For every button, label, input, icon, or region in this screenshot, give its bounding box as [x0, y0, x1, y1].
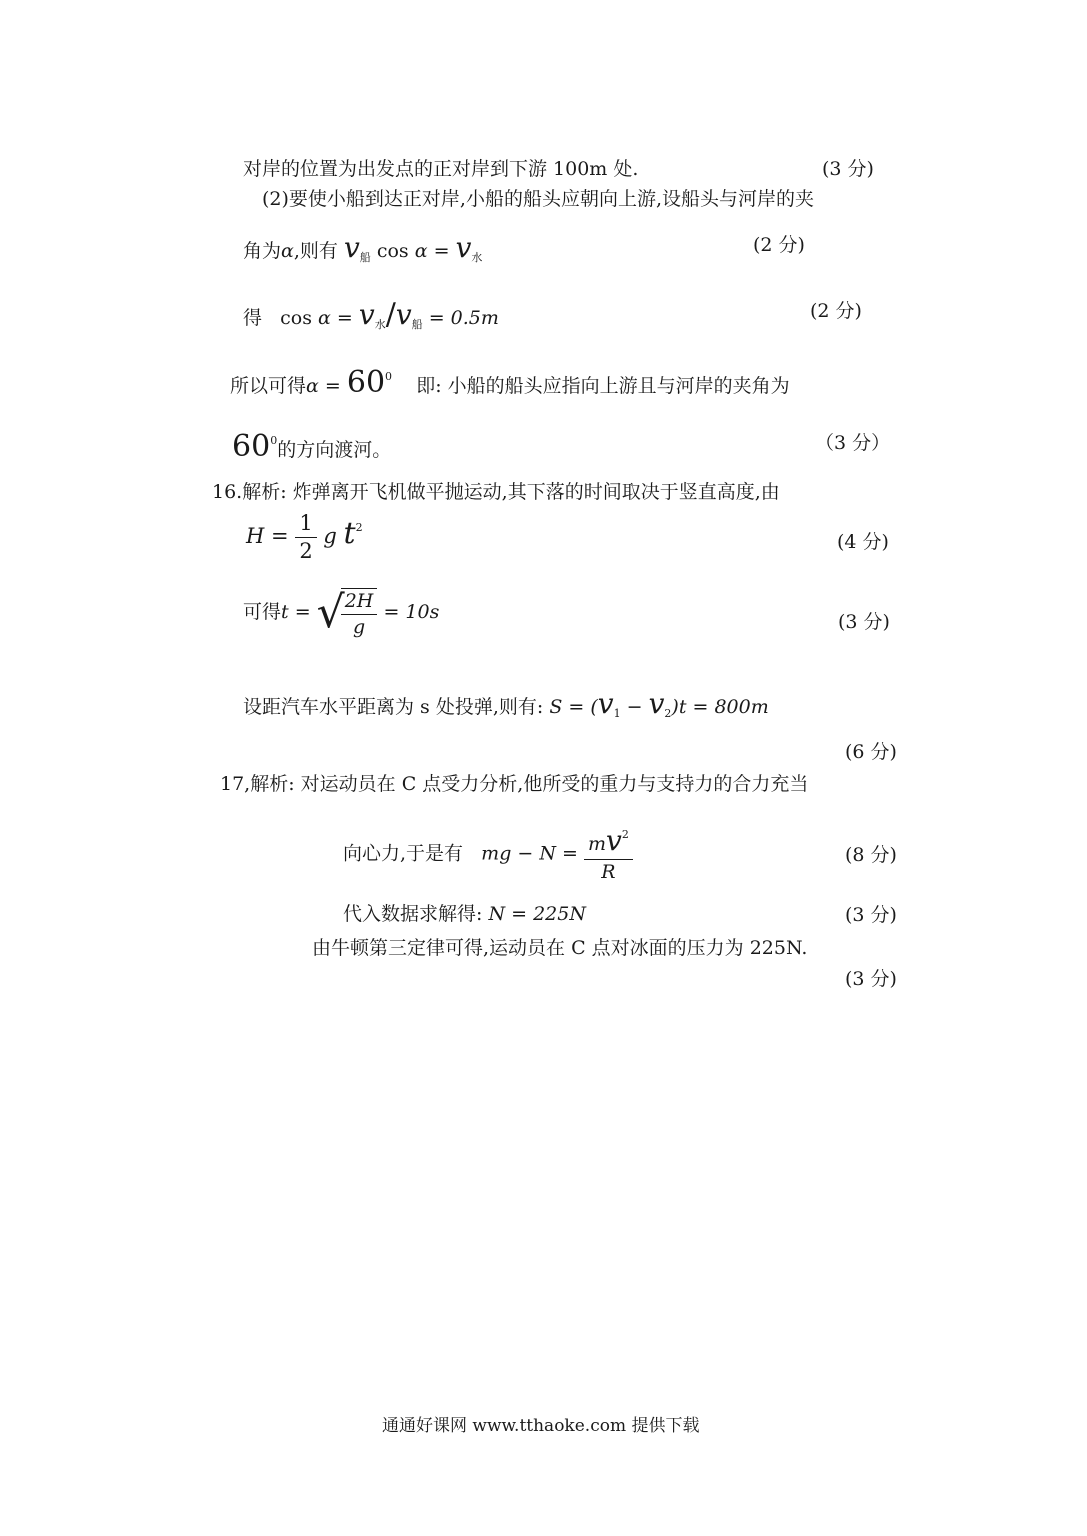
H-symbol: H — [246, 524, 265, 549]
sqrt-sign: √ — [316, 586, 345, 638]
score-9: (3 分) — [845, 904, 897, 926]
score-7: (6 分) — [845, 741, 897, 763]
fraction-numerator: 1 — [295, 512, 316, 538]
score-5: (4 分) — [837, 531, 889, 553]
value-800m: )t = 800m — [671, 696, 769, 718]
equals-sign-3: = — [428, 307, 445, 329]
score-4: （3 分） — [815, 432, 891, 454]
answer-line-14: 由牛顿第三定律可得,运动员在 C 点对冰面的压力为 225N. — [312, 937, 808, 959]
mg-minus-N: mg − N = — [481, 842, 578, 865]
t-equals: t = — [281, 600, 311, 623]
line3-text: 角为 — [243, 240, 282, 262]
v-water-2: v — [358, 298, 375, 331]
formula-H — [246, 512, 363, 563]
v-water-subscript-2: 水 — [374, 318, 386, 331]
degree-superscript-2: 0 — [270, 434, 278, 447]
fraction-denominator: 2 — [299, 539, 313, 564]
formula-centripetal — [343, 826, 633, 883]
square-superscript: 2 — [355, 521, 363, 535]
minus-sign: − — [620, 696, 649, 718]
v-water-subscript: 水 — [471, 251, 483, 264]
fraction-R: R — [601, 860, 616, 883]
value-0-5m: 0.5m — [450, 307, 499, 329]
N-value: N = 225N — [488, 903, 586, 925]
v-water: v — [455, 231, 472, 264]
alpha-symbol-3: α — [318, 307, 331, 329]
answer-line-1: 对岸的位置为出发点的正对岸到下游 100m 处. — [243, 158, 639, 180]
line5-text: 所以可得 — [230, 375, 307, 397]
score-2: (2 分) — [753, 234, 805, 256]
fraction-2H: 2H — [341, 591, 378, 615]
v-boat-subscript-2: 船 — [411, 318, 423, 331]
answer-line-3 — [243, 231, 483, 264]
alpha-symbol-2: α — [414, 240, 428, 262]
line10-text: 设距汽车水平距离为 s 处投弹,则有: — [243, 696, 544, 718]
formula-t — [243, 588, 439, 638]
line5-tail: 即: 小船的船头应指向上游且与河岸的夹角为 — [416, 375, 790, 397]
sixty-value: 60 — [346, 365, 386, 400]
m-symbol: m — [587, 833, 607, 855]
v-symbol: v — [606, 824, 622, 857]
score-10: (3 分) — [845, 968, 897, 990]
v-square: 2 — [621, 828, 629, 841]
v2-symbol: v — [648, 687, 665, 720]
v1-subscript: 1 — [613, 707, 621, 720]
answer-line-6 — [232, 429, 392, 464]
fraction-mv2-over-R — [584, 826, 633, 883]
sixty-value-2: 60 — [232, 429, 271, 464]
score-6: (3 分) — [838, 611, 890, 633]
answer-line-10 — [243, 687, 769, 720]
answer-line-4 — [243, 297, 499, 332]
equals-sign-2: = — [336, 307, 353, 329]
line4-text: 得 — [243, 307, 263, 329]
fraction-mv2 — [584, 826, 633, 860]
alpha-symbol: α — [281, 240, 294, 262]
answer-line-13 — [343, 905, 586, 924]
v1-symbol: v — [597, 687, 614, 720]
page-footer: 通通好课网 www.tthaoke.com 提供下载 — [382, 1416, 700, 1436]
score-1: (3 分) — [822, 158, 874, 180]
answer-line-11: 17,解析: 对运动员在 C 点受力分析,他所受的重力与支持力的合力充当 — [220, 773, 809, 795]
fraction-2H-over-g — [341, 588, 378, 638]
line13-text: 代入数据求解得: — [343, 903, 483, 925]
line9-text: 可得 — [243, 600, 282, 623]
v-boat: v — [343, 231, 360, 264]
v-boat-2: v — [395, 298, 412, 331]
slash-sign: / — [385, 297, 396, 332]
alpha-equals: α = — [306, 375, 341, 397]
S-equals: S = ( — [549, 696, 598, 718]
answer-line-2: (2)要使小船到达正对岸,小船的船头应朝向上游,设船头与河岸的夹 — [262, 188, 814, 210]
degree-superscript: 0 — [385, 370, 393, 383]
equals-sign-4: = — [271, 524, 289, 549]
line3-mid: ,则有 — [293, 240, 338, 262]
v-boat-subscript: 船 — [359, 251, 371, 264]
cos-label: cos — [376, 240, 409, 262]
answer-line-7: 16.解析: 炸弹离开飞机做平抛运动,其下落的时间取决于竖直高度,由 — [212, 481, 780, 503]
fraction-g: g — [352, 615, 366, 638]
line6-tail: 的方向渡河。 — [277, 439, 392, 461]
v2-subscript: 2 — [664, 707, 672, 720]
cos-label-2: cos — [280, 307, 312, 329]
line12-text: 向心力,于是有 — [343, 842, 464, 865]
score-8: (8 分) — [845, 844, 897, 866]
score-3: (2 分) — [810, 300, 862, 322]
fraction-one-half — [295, 512, 316, 563]
g-symbol: g — [323, 524, 337, 549]
value-10s: = 10s — [383, 600, 440, 623]
t-symbol: t — [343, 516, 356, 552]
answer-line-5 — [230, 365, 790, 400]
equals-sign: = — [433, 240, 450, 262]
